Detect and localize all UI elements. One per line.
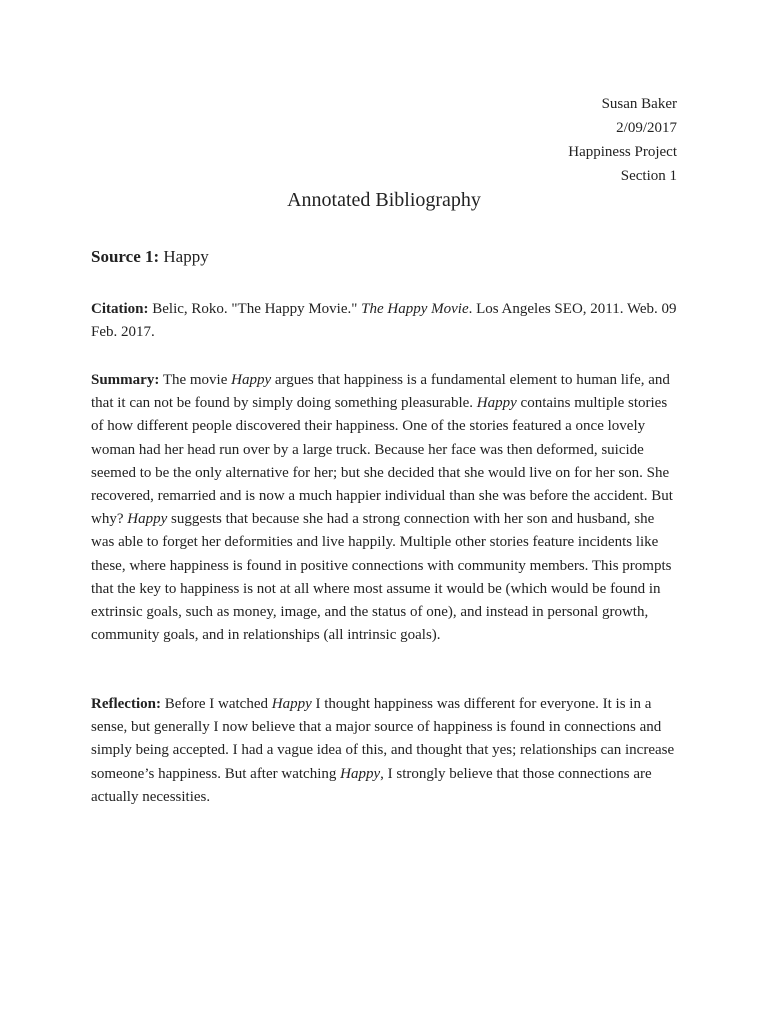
citation-publisher-text: . Los Angeles SEO, 2011. Web. 09 Feb. 2017. [91, 301, 677, 341]
summary-text: contains multiple stories of how different people discovered their happiness. One of the stories featured a once lovely woman had her head run over by a large truck. Because her face was then deformed, suicide seemed to be the only alternative for her; but she decided that she would live on for her son. She recovered, remarried and is now a much happier individual than she was before the accident. But why? [91, 395, 673, 528]
summary-text: argues that happiness is a fundamental element to human life, and that it can not be found by simply doing something pleasurable. [91, 372, 670, 412]
document-date: 2/09/2017 [616, 120, 677, 136]
summary-label: Summary: [91, 372, 160, 388]
reflection-movie-title: Happy [340, 765, 381, 782]
project-name: Happiness Project [568, 144, 677, 160]
reflection-label: Reflection: [91, 696, 161, 712]
author-header [568, 92, 677, 188]
author-name: Susan Baker [601, 96, 677, 112]
summary-text: The movie [162, 372, 228, 388]
summary-movie-title: Happy [476, 395, 517, 412]
page-title: Annotated Bibliography [287, 189, 481, 211]
section-label: Section 1 [620, 168, 677, 184]
reflection-movie-title: Happy [271, 696, 312, 712]
citation-work-title: The Happy Movie [361, 301, 469, 317]
reflection-text: I thought happiness was different for everyone. It is in a sense, but generally I now believe that a major source of happiness is found in connections and simply being accepted. I had a vague idea of this, and thought that yes; relationships can increase someone’s happiness. But after watching [91, 696, 675, 782]
reflection-paragraph [91, 693, 681, 809]
source-label: Source 1: [91, 247, 160, 266]
summary-paragraph [91, 369, 681, 647]
citation-label: Citation: [91, 301, 149, 317]
summary-movie-title: Happy [231, 372, 272, 388]
citation-text: Belic, Roko. "The Happy Movie." [152, 301, 358, 317]
source-heading [91, 245, 209, 269]
summary-movie-title: Happy [127, 511, 168, 528]
summary-text: suggests that because she had a strong connection with her son and husband, she was able to forget her deformities and live happily. Multiple other stories feature incidents like these, where happiness is found in positive connections with community members. This prompts that the key to happiness is not at all where most assume it would be (which would be found in extrinsic goals, such as money, image, and the status of one), and instead in personal growth, community goals, and in relationships (all intrinsic goals). [91, 511, 672, 644]
reflection-text: Before I watched [164, 696, 268, 712]
source-name: Happy [163, 247, 209, 266]
citation-paragraph [91, 298, 681, 344]
reflection-text: , I strongly believe that those connections are actually necessities. [91, 765, 652, 805]
